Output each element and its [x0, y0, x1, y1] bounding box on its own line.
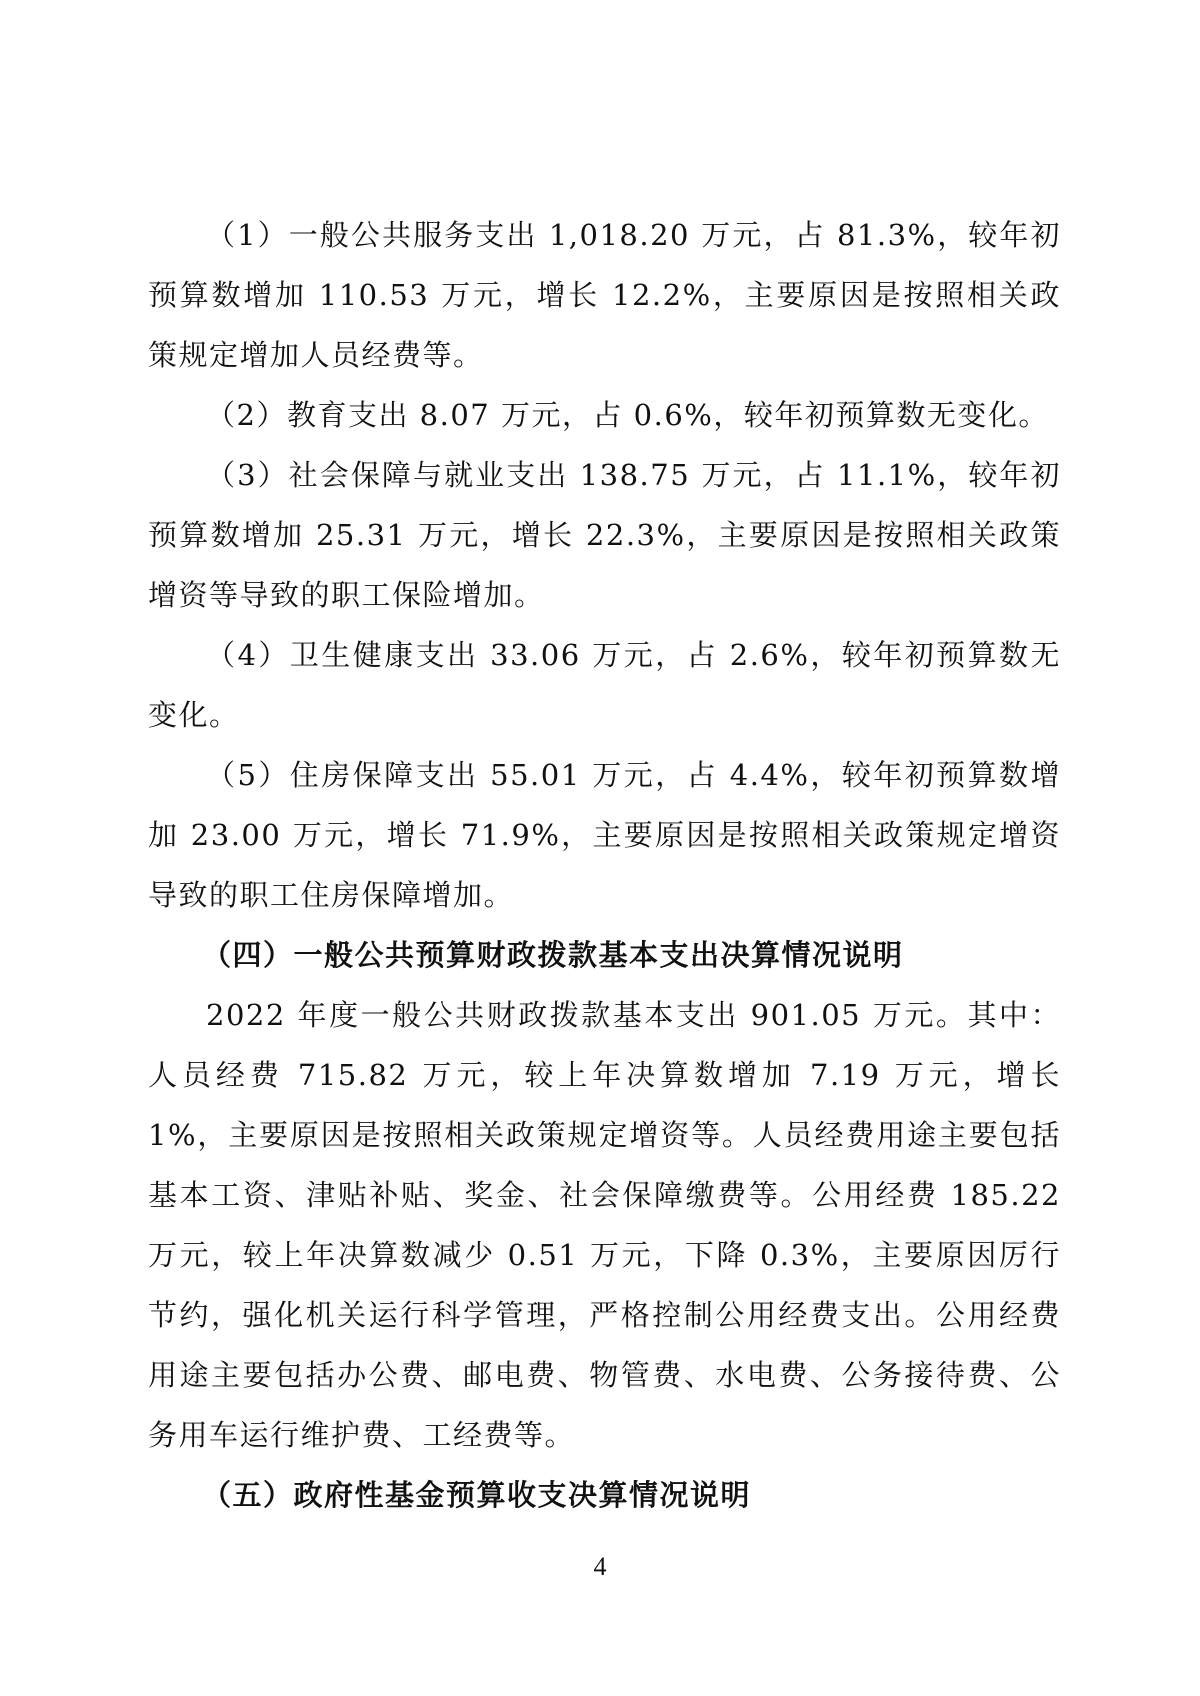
paragraph-health: （4）卫生健康支出 33.06 万元，占 2.6%，较年初预算数无变化。	[148, 638, 1061, 732]
section-heading-government-fund: （五）政府性基金预算收支决算情况说明	[202, 1478, 752, 1512]
section-heading-basic-expenditure: （四）一般公共预算财政拨款基本支出决算情况说明	[202, 938, 904, 972]
paragraph-basic-expenditure: 2022 年度一般公共财政拨款基本支出 901.05 万元。其中：人员经费 715.82 万元，较上年决算数增加 7.19 万元，增长 1%，主要原因是按照相关政策规定增资等。人员经费用途主要包括基本工资、津贴补贴、奖金、社会保障缴费等。公用经费 185.22 万元，较上年决算数减少 0.51 万元，下降 0.3%，主要原因厉行节约，强化机关运行科学管理，严格控制公用经费支出。公用经费用途主要包括办公费、邮电费、物管费、水电费、公务接待费、公务用车运行维护费、工经费等。	[148, 998, 1061, 1452]
page-number: 4	[593, 1552, 607, 1581]
document-body	[148, 205, 1061, 1525]
paragraph-social-security: （3）社会保障与就业支出 138.75 万元，占 11.1%，较年初预算数增加 25.31 万元，增长 22.3%，主要原因是按照相关政策增资等导致的职工保险增加。	[148, 458, 1061, 612]
paragraph-housing: （5）住房保障支出 55.01 万元，占 4.4%，较年初预算数增加 23.00 万元，增长 71.9%，主要原因是按照相关政策规定增资导致的职工住房保障增加。	[148, 758, 1061, 912]
paragraph-general-public-services: （1）一般公共服务支出 1,018.20 万元，占 81.3%，较年初预算数增加 110.53 万元，增长 12.2%，主要原因是按照相关政策规定增加人员经费等。	[148, 218, 1061, 372]
paragraph-education: （2）教育支出 8.07 万元，占 0.6%，较年初预算数无变化。	[206, 398, 1049, 432]
